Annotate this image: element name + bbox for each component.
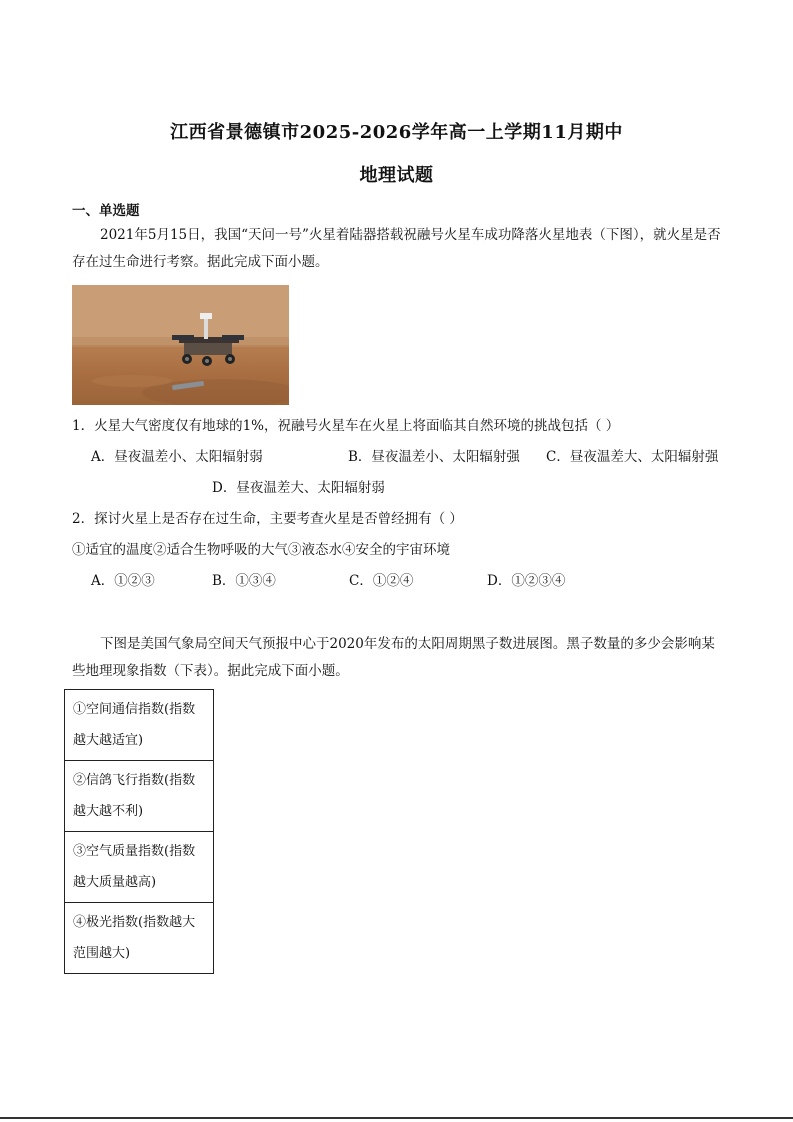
question-2-option-b[interactable]: B．①③④ (212, 573, 276, 589)
table-cell: ②信鸽飞行指数(指数越大越不利) (65, 761, 214, 832)
question-2-option-d[interactable]: D．①②③④ (487, 573, 566, 589)
exam-title-line1: 江西省景德镇市2025-2026学年高一上学期11月期中 (170, 122, 623, 143)
question-1-option-b[interactable]: B．昼夜温差小、太阳辐射强 (348, 449, 520, 465)
table-cell: ④极光指数(指数越大范围越大) (65, 903, 214, 974)
exam-title-line2: 地理试题 (359, 165, 434, 186)
question-2-option-c[interactable]: C．①②④ (349, 573, 414, 589)
question-1-option-c[interactable]: C．昼夜温差大、太阳辐射强 (546, 449, 719, 465)
index-table (64, 689, 214, 974)
passage-2: 下图是美国气象局空间天气预报中心于2020年发布的太阳周期黑子数进展图。黑子数量的多少会影响某些地理现象指数（下表）。据此完成下面小题。 (72, 636, 715, 679)
mars-rover-illustration (72, 285, 289, 405)
question-1-option-a[interactable]: A．昼夜温差小、太阳辐射弱 (91, 449, 263, 465)
question-1-stem: 1．火星大气密度仅有地球的1%，祝融号火星车在火星上将面临其自然环境的挑战包括（ ） (72, 418, 620, 434)
section-heading: 一、单选题 (72, 203, 140, 219)
question-2-option-a[interactable]: A．①②③ (91, 573, 155, 589)
table-row (65, 832, 214, 903)
table-cell: ①空间通信指数(指数越大越适宜) (65, 690, 214, 761)
question-1-option-d[interactable]: D．昼夜温差大、太阳辐射弱 (212, 480, 385, 496)
passage-1: 2021年5月15日，我国“天问一号”火星着陆器搭载祝融号火星车成功降落火星地表（下图），就火星是否存在过生命进行考察。据此完成下面小题。 (72, 227, 721, 270)
question-2-choices: ①适宜的温度②适合生物呼吸的大气③液态水④安全的宇宙环境 (72, 542, 450, 558)
table-row (65, 690, 214, 761)
table-row (65, 903, 214, 974)
table-row (65, 761, 214, 832)
mars-rover-photo (72, 285, 289, 405)
question-2-stem: 2．探讨火星上是否存在过生命，主要考查火星是否曾经拥有（ ） (72, 511, 463, 527)
page-bottom-rule (0, 1117, 793, 1119)
table-cell: ③空气质量指数(指数越大质量越高) (65, 832, 214, 903)
